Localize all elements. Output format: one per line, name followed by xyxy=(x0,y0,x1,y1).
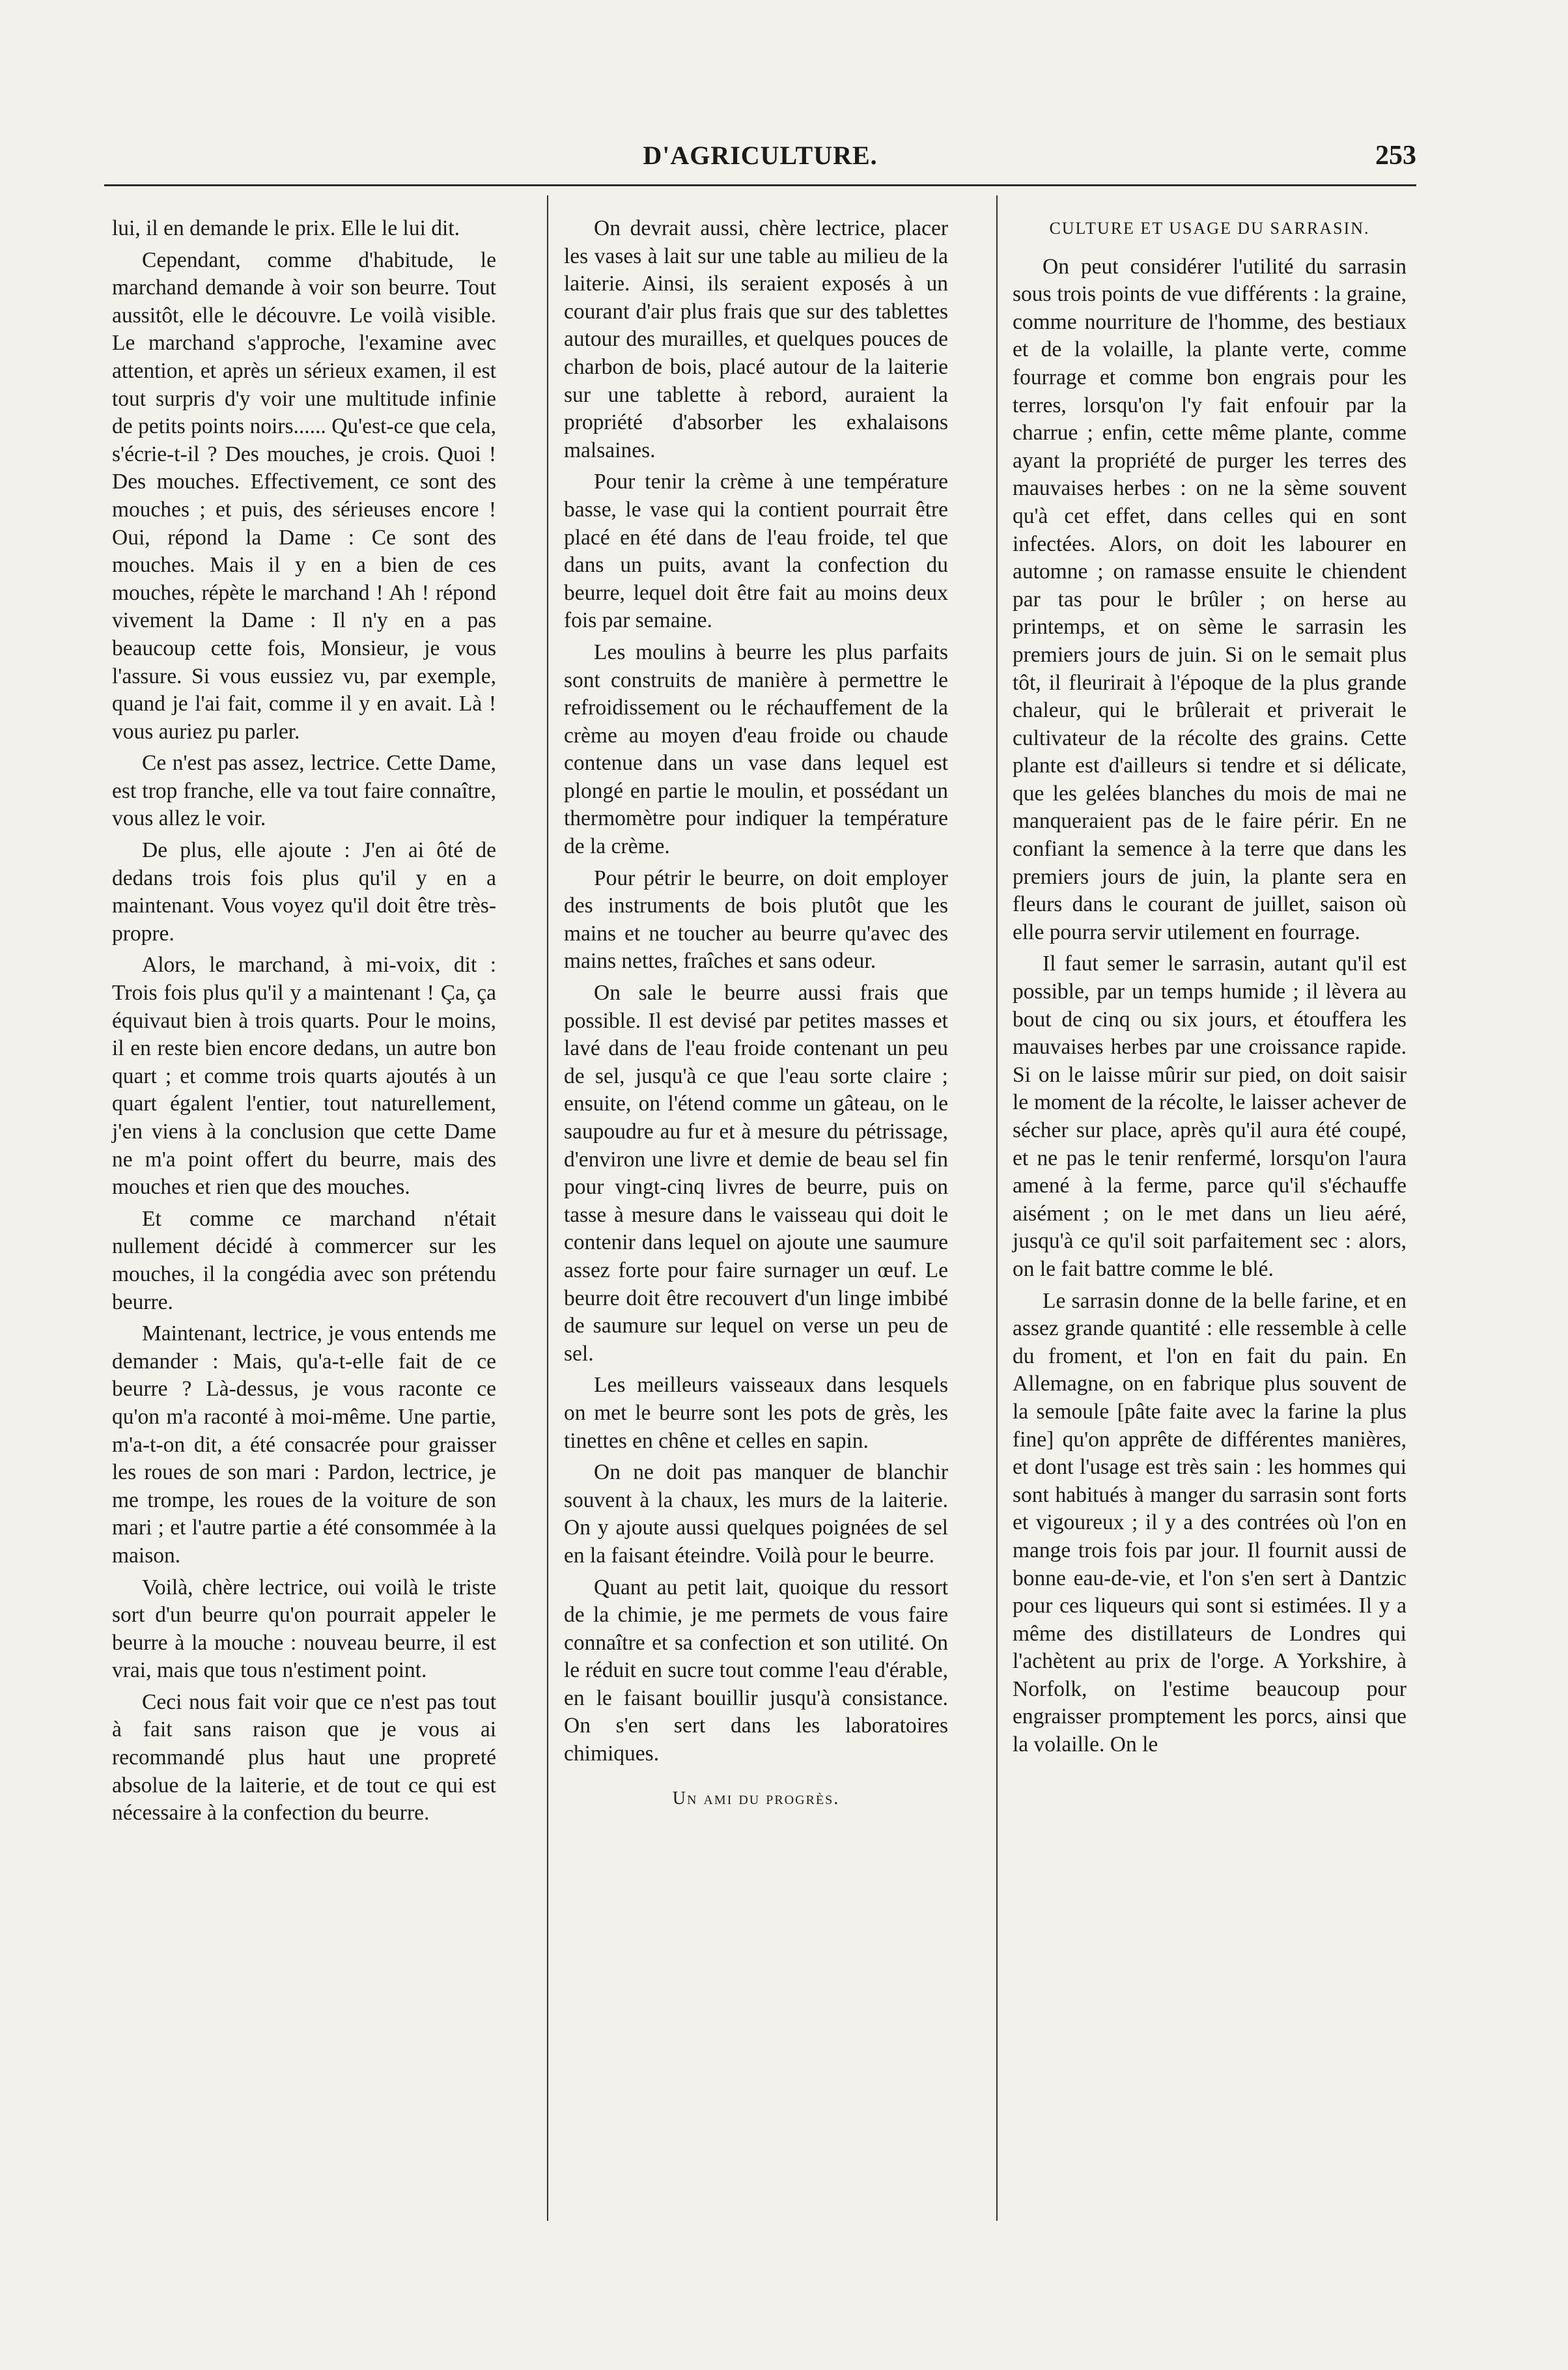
paragraph: Et comme ce marchand n'était nullement décidé à commercer sur les mouches, il la congédia avec son prétendu beurre. xyxy=(112,1206,496,1314)
page-header xyxy=(104,140,1416,186)
paragraph: Ceci nous fait voir que ce n'est pas tout à fait sans raison que je vous ai recommandé plus haut une propreté absolue de la laiterie, et de tout ce qui est nécessaire à la confection du beurre. xyxy=(112,1689,496,1826)
section-title: CULTURE ET USAGE DU SARRASIN. xyxy=(1049,219,1370,238)
paragraph: On peut considérer l'utilité du sarrasin sous trois points de vue différents : la graine, comme nourriture de l'homme, des bestiaux et de la volaille, la plante verte, comme fourrage et comme bon engrais pour les terres, lorsqu'on l'y fait enfouir par la charrue ; enfin, cette même plante, comme ayant la propriété de purger les terres des mauvaises herbes : on ne la sème souvent qu'à cet effet, dans celles qui en sont infectées. Alors, on doit les labourer en automne ; on ramasse ensuite le chiendent par tas pour le brûler ; on herse au printemps, et on sème le sarrasin les premiers jours de juin. Si on le semait plus tôt, il fleurirait à l'époque de la plus grande chaleur, qui le brûlerait et priverait le cultivateur de la récolte des grains. Cette plante est d'ailleurs si tendre et si délicate, que les gelées blanches du mois de mai ne manqueraient pas de le faire périr. En ne confiant la semence à la terre que dans les premiers jours de juin, la plante sera en fleurs dans le courant de juillet, saison où elle pourra servir utilement en fourrage. xyxy=(1013,254,1407,944)
page-number: 253 xyxy=(1375,141,1416,171)
article-signature: Un ami du progrès. xyxy=(672,1788,840,1809)
column-divider-1 xyxy=(547,195,548,2221)
paragraph: Voilà, chère lectrice, oui voilà le triste sort d'un beurre qu'on pourrait appeler le beurre à la mouche : nouveau beurre, il est vrai, mais que tous n'estiment point. xyxy=(112,1575,496,1683)
paragraph: Le sarrasin donne de la belle farine, et en assez grande quantité : elle ressemble à celle du froment, et l'on en fait du pain. En Allemagne, on en fabrique plus souvent de la semoule [pâte faite avec la farine la plus fine] qu'on apprête de différentes manières, et dont l'usage est très sain : les hommes qui sont habitués à manger du sarrasin sont forts et vigoureux ; il y a des contrées où l'on en mange trois fois par jour. Il fournit aussi de bonne eau-de-vie, et l'on s'en sert à Dantzic pour ces liqueurs qui sont si estimées. Il y a même des distillateurs de Londres qui l'achètent au prix de l'orge. A Yorkshire, à Norfolk, on l'estime beaucoup pour engraisser promptement les porcs, ainsi que la volaille. On le xyxy=(1013,1288,1407,1757)
paragraph: Ce n'est pas assez, lectrice. Cette Dame, est trop franche, elle va tout faire connaître, vous allez le voir. xyxy=(112,751,496,831)
paragraph: On devrait aussi, chère lectrice, placer les vases à lait sur une table au milieu de la laiterie. Ainsi, ils seraient exposés à un courant d'air plus frais que sur des tablettes autour des murailles, et quelques pouces de charbon de bois, placé autour de la laiterie sur une tablette à rebord, auraient la propriété d'absorber les exhalaisons malsaines. xyxy=(564,216,948,462)
running-title: D'AGRICULTURE. xyxy=(643,141,878,170)
paragraph: Pour tenir la crème à une température basse, le vase qui la contient pourrait être placé en été dans de l'eau froide, tel que dans un puits, avant la confection du beurre, lequel doit être fait au moins deux fois par semaine. xyxy=(564,470,948,633)
paragraph: Cependant, comme d'habitude, le marchand demande à voir son beurre. Tout aussitôt, elle le découvre. Le voilà visible. Le marchand s'approche, l'examine avec attention, et après un sérieux examen, il est tout surpris d'y voir une multitude infinie de petits points noirs...... Qu'est-ce que cela, s'écrie-t-il ? Des mouches, je crois. Quoi ! Des mouches. Effectivement, ce sont des mouches ; et puis, des sérieuses encore ! Oui, répond la Dame : Ce sont des mouches. Mais il y en a bien de ces mouches, répète le marchand ! Ah ! répond vivement la Dame : Il n'y en a pas beaucoup cette fois, Monsieur, je vous l'assure. Si vous eussiez vu, par exemple, quand je l'ai fait, comme il y en avait. Là ! vous auriez pu parler. xyxy=(112,247,496,744)
column-3 xyxy=(1013,215,1407,1763)
column-2 xyxy=(564,215,948,1813)
paragraph: Maintenant, lectrice, je vous entends me demander : Mais, qu'a-t-elle fait de ce beurre ? Là-dessus, je vous raconte ce qu'on m'a raconté à moi-même. Une partie, m'a-t-on dit, a été consacrée pour graisser les roues de son mari : Pardon, lectrice, je me trompe, les roues de la voiture de son mari ; et l'autre partie a été consommée à la maison. xyxy=(112,1321,496,1568)
paragraph: On sale le beurre aussi frais que possible. Il est devisé par petites masses et lavé dans de l'eau froide contenant un peu de sel, jusqu'à ce que l'eau sorte claire ; ensuite, on l'étend comme un gâteau, on le saupoudre au fur et à mesure du pétrissage, d'environ une livre et demie de beau sel fin pour vingt-cinq livres de beurre, puis on tasse à mesure dans le vaisseau qui doit le contenir dans lequel on ajoute une saumure assez forte pour faire surnager un œuf. Le beurre doit être recouvert d'un linge imbibé de saumure sur lequel on verse un peu de sel. xyxy=(564,981,948,1366)
paragraph: Les meilleurs vaisseaux dans lesquels on met le beurre sont les pots de grès, les tinettes en chêne et celles en sapin. xyxy=(564,1373,948,1453)
paragraph: Les moulins à beurre les plus parfaits sont construits de manière à permettre le refroidissement ou le réchauffement de la crème au moyen d'eau froide ou chaude contenue dans un vase dans lequel est plongé en partie le moulin, et possédant un thermomètre pour indiquer la température de la crème. xyxy=(564,640,948,859)
paragraph: Quant au petit lait, quoique du ressort de la chimie, je me permets de vous faire connaître et sa confection et son utilité. On le réduit en sucre tout comme l'eau d'érable, en le faisant bouillir jusqu'à consistance. On s'en sert dans les laboratoires chimiques. xyxy=(564,1575,948,1766)
paragraph: Pour pétrir le beurre, on doit employer des instruments de bois plutôt que les mains et ne toucher au beurre qu'avec des mains nettes, fraîches et sans odeur. xyxy=(564,866,948,974)
paragraph: Il faut semer le sarrasin, autant qu'il est possible, par un temps humide ; il lèvera au bout de cinq ou six jours, et étouffera les mauvaises herbes par une croissance rapide. Si on le laisse mûrir sur pied, on doit saisir le moment de la récolte, le laisser achever de sécher sur place, après qu'il aura été coupé, et ne pas le tenir renfermé, lorsqu'on l'aura amené à la ferme, parce qu'il s'échauffe aisément ; on le met dans un lieu aéré, jusqu'à ce qu'il soit parfaitement sec : alors, on le fait battre comme le blé. xyxy=(1013,952,1407,1281)
column-1 xyxy=(112,215,496,1831)
paragraph: On ne doit pas manquer de blanchir souvent à la chaux, les murs de la laiterie. On y ajoute aussi quelques poignées de sel en la faisant éteindre. Voilà pour le beurre. xyxy=(564,1460,948,1568)
header-rule xyxy=(104,184,1416,186)
paragraph: lui, il en demande le prix. Elle le lui dit. xyxy=(112,216,460,240)
paragraph: De plus, elle ajoute : J'en ai ôté de dedans trois fois plus qu'il y en a maintenant. Vous voyez qu'il doit être très-propre. xyxy=(112,838,496,946)
paragraph: Alors, le marchand, à mi-voix, dit : Trois fois plus qu'il y a maintenant ! Ça, ça équivaut bien à trois quarts. Pour le moins, il en reste bien encore dedans, un autre bon quart ; et comme trois quarts ajoutés à un quart égalent l'entier, tout naturellement, j'en viens à la conclusion que cette Dame ne m'a point offert du beurre, mais des mouches et rien que des mouches. xyxy=(112,953,496,1200)
column-divider-2 xyxy=(996,195,998,2221)
